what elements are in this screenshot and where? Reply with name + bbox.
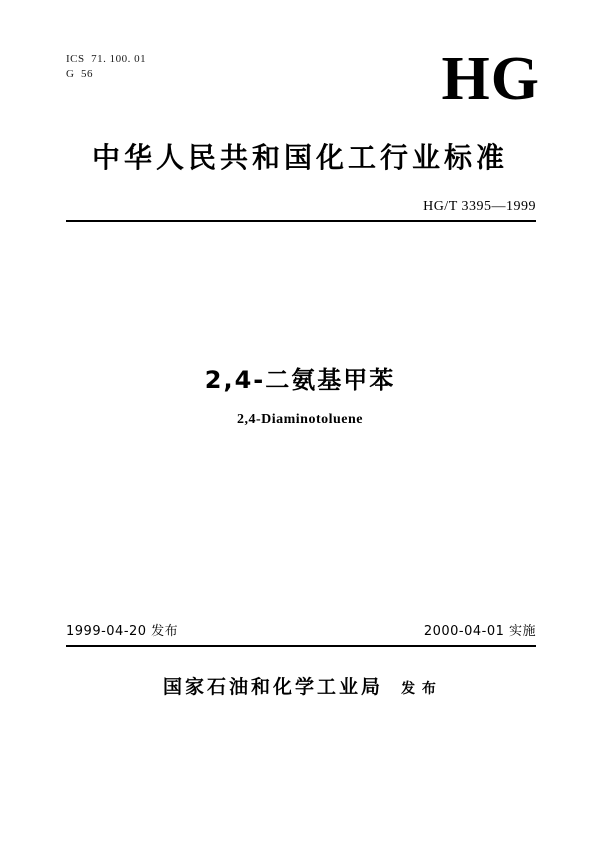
ics-classification-block xyxy=(66,52,146,82)
issuing-authority-verb: 发 布 xyxy=(401,681,437,697)
standard-number: HG/T 3395—1999 xyxy=(423,199,536,214)
issuing-authority xyxy=(0,672,600,699)
divider-top xyxy=(66,220,536,222)
hg-logo: HG xyxy=(441,45,540,113)
divider-bottom xyxy=(66,645,536,647)
ics-line-1: ICS 71. 100. 01 xyxy=(66,53,147,65)
subject-title-english: 2,4-Diaminotoluene xyxy=(236,412,364,427)
issuing-authority-name: 国家石油和化学工业局 xyxy=(163,676,384,698)
ics-line-2: G 56 xyxy=(66,68,93,80)
issue-date: 1999-04-20 发布 xyxy=(66,624,179,639)
page-title: 中华人民共和国化工行业标准 xyxy=(91,141,508,174)
effective-date: 2000-04-01 实施 xyxy=(423,624,536,639)
subject-title-chinese: 2,4-二氨基甲苯 xyxy=(204,366,396,394)
